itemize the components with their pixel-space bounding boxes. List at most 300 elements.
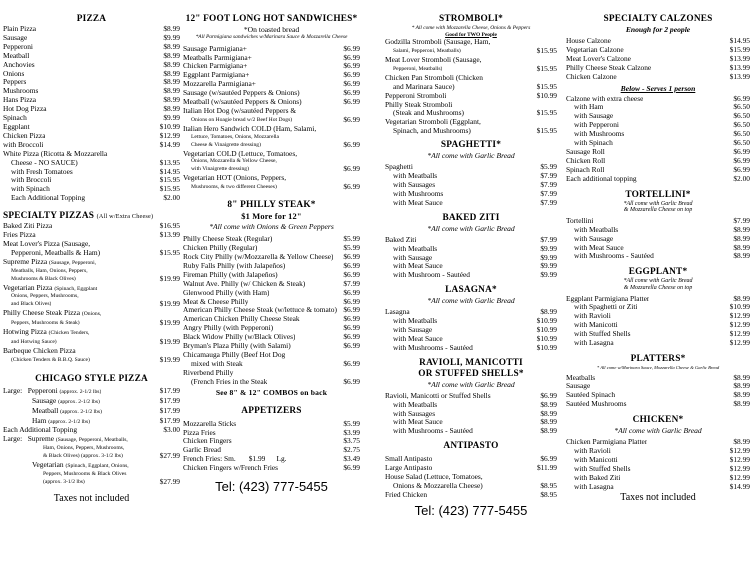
menu-item-price: $15.95 bbox=[536, 63, 557, 73]
section-note: Good for TWO People bbox=[445, 31, 497, 38]
menu-item-name: Pepperoni bbox=[3, 42, 33, 51]
menu-item-price: $9.99 bbox=[540, 261, 557, 271]
menu-item-name: with Meat Sauce bbox=[393, 198, 443, 207]
menu-item-name: Hans Pizza bbox=[3, 96, 37, 105]
menu-item-detail: Onions, Mozzarella & Yellow Cheese, bbox=[191, 158, 277, 165]
menu-item bbox=[385, 271, 557, 280]
menu-item-name: Sautéed Mushrooms bbox=[566, 400, 627, 409]
menu-item bbox=[566, 474, 750, 483]
menu-item-price: $8.99 bbox=[733, 381, 750, 391]
menu-item-price: $8.99 bbox=[163, 77, 180, 87]
menu-item-price: $6.99 bbox=[343, 114, 360, 124]
menu-item-price: $6.99 bbox=[343, 323, 360, 333]
menu-item-price: $8.95 bbox=[540, 489, 557, 499]
menu-item-name: with Pepperoni bbox=[574, 121, 619, 130]
menu-item bbox=[3, 387, 180, 397]
calzones-section bbox=[566, 14, 750, 184]
menu-item-name: Barbeque Chicken Pizza bbox=[3, 347, 76, 355]
menu-item bbox=[385, 491, 557, 500]
menu-item bbox=[566, 64, 750, 73]
menu-item-name: Eggplant Parmigiana Platter bbox=[566, 294, 650, 303]
menu-item-name: Meatball bbox=[3, 51, 30, 60]
specialty-section bbox=[3, 211, 180, 365]
menu-item-price: $8.99 bbox=[733, 242, 750, 252]
menu-item bbox=[566, 447, 750, 456]
menu-item bbox=[566, 55, 750, 64]
menu-item bbox=[385, 127, 557, 136]
menu-item-name: Cheese - NO SAUCE) bbox=[11, 158, 78, 167]
menu-item-price: $8.99 bbox=[733, 372, 750, 382]
section-title: BAKED ZITI bbox=[442, 212, 500, 223]
section-note: * All come w/Marinara Sauce, Mozzarella Cheese & Garlic Bread bbox=[596, 364, 720, 370]
menu-item-price: $6.99 bbox=[343, 305, 360, 315]
platters-section bbox=[566, 354, 750, 409]
menu-item-name: Ravioli, Manicotti or Stuffed Shells bbox=[385, 391, 491, 400]
menu-item-name: Sautéed Spinach bbox=[566, 391, 616, 400]
menu-item-detail: and Marinara Sauce) bbox=[393, 82, 455, 91]
menu-item bbox=[3, 478, 180, 487]
menu-item bbox=[183, 183, 360, 192]
menu-item-name: Meat & Cheese Philly bbox=[183, 297, 249, 306]
menu-item-price: $10.99 bbox=[159, 121, 180, 131]
menu-item-name: with Meat Sauce bbox=[574, 243, 624, 252]
menu-item-detail: Peppers, Mushrooms & Black Olives bbox=[43, 471, 127, 478]
menu-item-price: $7.99 bbox=[540, 234, 557, 244]
menu-item-price: $6.50 bbox=[733, 120, 750, 130]
menu-item-name: Onions bbox=[3, 69, 25, 78]
menu-item-price: $12.99 bbox=[159, 130, 180, 140]
menu-item bbox=[3, 78, 180, 87]
menu-item bbox=[183, 253, 360, 262]
menu-item-price: $5.99 bbox=[343, 243, 360, 253]
menu-item-price: $12.99 bbox=[729, 320, 750, 330]
menu-item bbox=[385, 47, 557, 56]
menu-item-price: $17.99 bbox=[159, 415, 180, 425]
menu-item-detail: (Sausage, Pepperoni, bbox=[48, 259, 97, 266]
menu-item-price: $8.99 bbox=[733, 437, 750, 447]
menu-item bbox=[385, 262, 557, 271]
menu-item-name: Meatballs Parmigiana+ bbox=[183, 53, 252, 62]
menu-item-price: $8.99 bbox=[163, 24, 180, 33]
menu-item bbox=[183, 289, 360, 298]
column-pasta bbox=[385, 0, 557, 580]
menu-item-detail: (Spinach, Eggplant bbox=[54, 285, 98, 292]
menu-item-detail: (Chicken Tenders, bbox=[48, 330, 90, 337]
menu-item-name: with Broccoli bbox=[11, 176, 52, 185]
section-note: *All come with Onions & Green Peppers bbox=[209, 222, 334, 232]
menu-item bbox=[3, 96, 180, 105]
section-title: RAVIOLI, MANICOTTI bbox=[419, 357, 523, 368]
menu-item-name: Meatball (w/sautéed Peppers & Onions) bbox=[183, 98, 302, 107]
menu-item-price: $6.99 bbox=[343, 70, 360, 80]
menu-item-price: $8.99 bbox=[163, 68, 180, 78]
menu-list bbox=[385, 455, 557, 473]
menu-item-price: $5.99 bbox=[343, 234, 360, 244]
section-title: PLATTERS* bbox=[630, 353, 686, 364]
menu-list bbox=[385, 236, 557, 281]
size-label: Large: bbox=[3, 435, 23, 444]
menu-item-price: $19.99 bbox=[159, 337, 180, 347]
menu-item bbox=[385, 392, 557, 401]
section-title: LASAGNA* bbox=[445, 285, 497, 296]
menu-item-name: Chicken Fingers bbox=[183, 437, 232, 446]
menu-item-name: Meatballs bbox=[566, 373, 596, 382]
menu-item-name: with Meat Sauce bbox=[393, 262, 443, 271]
menu-item-detail: (approx. 2-1/2 lbs) bbox=[48, 418, 91, 425]
menu-item-price: $2.00 bbox=[733, 173, 750, 183]
menu-item bbox=[3, 426, 180, 435]
menu-item-name: with Mushrooms bbox=[574, 130, 625, 139]
menu-item-name: with Mushrooms bbox=[393, 189, 444, 198]
menu-item-detail: Pepperoni, Meatballs) bbox=[393, 65, 443, 72]
menu-item bbox=[183, 280, 360, 289]
menu-item bbox=[385, 109, 557, 118]
menu-item-price: $9.99 bbox=[540, 270, 557, 280]
menu-item bbox=[183, 429, 360, 438]
menu-item bbox=[3, 70, 180, 79]
menu-item-price: $9.99 bbox=[540, 252, 557, 262]
menu-item-price: $6.99 bbox=[343, 79, 360, 89]
menu-item bbox=[3, 407, 180, 417]
menu-item bbox=[3, 417, 180, 427]
menu-item-detail: Onions, Peppers, Mushrooms, bbox=[11, 293, 79, 300]
menu-item bbox=[566, 382, 750, 391]
menu-item-price: $17.99 bbox=[159, 395, 180, 405]
menu-item-name: with Meatballs bbox=[393, 317, 438, 326]
menu-item-price: $8.99 bbox=[540, 417, 557, 427]
menu-item-price: $12.99 bbox=[729, 338, 750, 348]
menu-item bbox=[183, 80, 360, 89]
menu-item-name: with Sausage bbox=[574, 234, 614, 243]
section-title-text: SPECIALTY PIZZAS bbox=[3, 211, 95, 222]
menu-item-detail: Onions & Mozzarella Cheese) bbox=[393, 482, 483, 490]
menu-item bbox=[183, 244, 360, 253]
menu-item-price: $8.99 bbox=[733, 233, 750, 243]
menu-item-price: $5.99 bbox=[540, 162, 557, 172]
menu-item-price: $6.99 bbox=[343, 182, 360, 192]
menu-item-name: with Ravioli bbox=[574, 447, 611, 456]
menu-item bbox=[385, 317, 557, 326]
menu-item-name: Meatball bbox=[32, 406, 59, 415]
subs-section bbox=[183, 14, 360, 192]
menu-item-name: Peppers bbox=[3, 78, 27, 87]
menu-item bbox=[566, 226, 750, 235]
menu-item-name: Fireman Philly (with Jalapeños) bbox=[183, 270, 278, 279]
menu-item bbox=[566, 37, 750, 46]
menu-item bbox=[183, 71, 360, 80]
section-title-note: (All w/Extra Cheese) bbox=[96, 213, 154, 221]
menu-item-price: $8.99 bbox=[163, 86, 180, 96]
menu-item-detail: (approx. 2-1/2 lbs) bbox=[59, 388, 102, 395]
menu-item-price: $8.99 bbox=[733, 399, 750, 409]
menu-item bbox=[3, 25, 180, 34]
menu-item bbox=[183, 315, 360, 324]
menu-item-name: Italian Hero Sandwich COLD (Ham, Salami, bbox=[183, 124, 317, 133]
menu-item-name-text: Supreme bbox=[27, 435, 54, 444]
menu-item-name: Spinach Roll bbox=[566, 165, 605, 174]
menu-item bbox=[183, 342, 360, 351]
menu-item-price: $8.99 bbox=[733, 251, 750, 261]
menu-item-name: Vegetarian COLD (Lettuce, Tomatoes, bbox=[183, 149, 298, 158]
menu-item-price: $8.99 bbox=[163, 50, 180, 60]
menu-item-price: $8.99 bbox=[540, 307, 557, 317]
menu-item bbox=[3, 52, 180, 61]
menu-item-price: $12.99 bbox=[729, 463, 750, 473]
menu-item-name: French Fries: Sm. bbox=[183, 455, 236, 464]
menu-item-name: Philly Cheese Steak Calzone bbox=[566, 63, 652, 72]
section-title: OR STUFFED SHELLS* bbox=[418, 368, 524, 379]
section-subtitle: *All come with Garlic Bread bbox=[427, 379, 515, 389]
menu-item-name: with Sausage bbox=[393, 253, 433, 262]
menu-item-name: Anchovies bbox=[3, 60, 35, 69]
menu-item-price: $13.99 bbox=[729, 71, 750, 81]
menu-item bbox=[3, 338, 180, 347]
menu-item bbox=[3, 176, 180, 185]
menu-item-name: Mushrooms bbox=[3, 87, 39, 96]
menu-item bbox=[566, 244, 750, 253]
menu-item-price: $8.95 bbox=[540, 481, 557, 490]
menu-item-price: $17.99 bbox=[159, 405, 180, 415]
menu-item-detail: Mushrooms & Black Olives) bbox=[11, 275, 76, 282]
menu-item-price: $2.75 bbox=[343, 445, 360, 455]
menu-item-detail: Meatballs, Ham, Onions, Peppers, bbox=[11, 267, 88, 274]
menu-item-name: with Sausage bbox=[393, 326, 433, 335]
section-title: 8" PHILLY STEAK* bbox=[227, 200, 316, 211]
menu-item-name: Vegetarian Stromboli (Eggplant, bbox=[385, 118, 481, 127]
menu-item-price: $19.99 bbox=[159, 318, 180, 328]
menu-item bbox=[566, 391, 750, 400]
menu-item bbox=[3, 87, 180, 96]
menu-item-price: $6.99 bbox=[343, 376, 360, 386]
menu-item-price: $5.99 bbox=[343, 418, 360, 428]
menu-item-price: $6.99 bbox=[343, 314, 360, 324]
chicago-section bbox=[3, 374, 180, 504]
menu-item-price: $9.99 bbox=[163, 113, 180, 123]
menu-item bbox=[3, 132, 180, 141]
menu-item-name: Mozzarella Parmigiana+ bbox=[183, 80, 256, 89]
menu-item-name: Pizza Fries bbox=[183, 428, 216, 437]
menu-item-name: with Lasagna bbox=[574, 339, 614, 348]
menu-item-name: Chicken Parmigiana+ bbox=[183, 62, 248, 71]
menu-item-name: Tortellini bbox=[566, 216, 594, 225]
menu-item-name: Plain Pizza bbox=[3, 25, 37, 33]
menu-item-name bbox=[3, 284, 180, 294]
taxes-note: Taxes not included bbox=[620, 491, 696, 503]
section-title: STROMBOLI* bbox=[439, 14, 503, 24]
menu-item-name-text: Supreme Pizza bbox=[3, 257, 48, 266]
menu-item bbox=[183, 360, 360, 369]
menu-item-name: with Meatballs bbox=[393, 244, 438, 253]
menu-item-name: Chicken Fingers w/French Fries bbox=[183, 464, 279, 473]
menu-item bbox=[566, 166, 750, 175]
menu-item-name: with Mushrooms - Sautéed bbox=[574, 252, 654, 261]
menu-list bbox=[183, 45, 360, 107]
menu-item-name: with Mushrooms - Sautéed bbox=[393, 343, 473, 352]
menu-item bbox=[566, 73, 750, 82]
menu-item bbox=[566, 139, 750, 148]
menu-item-name: Baked Ziti Pizza bbox=[3, 222, 53, 231]
menu-item-price: $13.99 bbox=[729, 53, 750, 63]
menu-item-name: Walnut Ave. Philly (w/ Chicken & Steak) bbox=[183, 279, 306, 288]
menu-list bbox=[566, 438, 750, 491]
menu-item-price: $9.99 bbox=[540, 243, 557, 253]
menu-item-price: $10.99 bbox=[536, 342, 557, 352]
ziti-section bbox=[385, 213, 557, 281]
chicken-section bbox=[566, 415, 750, 502]
menu-item-price: $6.99 bbox=[733, 164, 750, 174]
menu-item-price: $6.99 bbox=[540, 454, 557, 464]
menu-item-name: Ruby Falls Philly (with Jalapeños) bbox=[183, 261, 286, 270]
menu-item bbox=[566, 157, 750, 166]
section-title: ANTIPASTO bbox=[443, 441, 499, 452]
menu-item-name: Rock City Philly (w/Mozzarella & Yellow Cheese) bbox=[183, 253, 334, 261]
menu-list bbox=[566, 217, 750, 262]
menu-item-price: $7.99 bbox=[540, 188, 557, 198]
menu-item-name: Chicken Calzone bbox=[566, 72, 617, 81]
menu-item-price: $14.99 bbox=[729, 481, 750, 491]
menu-item bbox=[566, 456, 750, 465]
menu-item bbox=[385, 427, 557, 436]
section-subtitle: Enough for 2 people bbox=[625, 25, 691, 34]
column-sandwiches bbox=[183, 0, 360, 580]
menu-item bbox=[385, 92, 557, 101]
menu-item-price: $8.99 bbox=[163, 95, 180, 105]
combos-note: See 8" & 12" COMBOS on back bbox=[215, 387, 328, 397]
menu-item bbox=[566, 339, 750, 348]
menu-item-name-text: Vegetarian Pizza bbox=[3, 283, 53, 292]
menu-item bbox=[183, 116, 360, 125]
ravioli-section bbox=[385, 358, 557, 437]
menu-item bbox=[566, 374, 750, 383]
menu-item bbox=[566, 252, 750, 261]
menu-item-price: $14.95 bbox=[159, 166, 180, 176]
menu-item-price: $6.99 bbox=[540, 390, 557, 400]
menu-item-price: $19.99 bbox=[159, 273, 180, 283]
menu-item bbox=[385, 418, 557, 427]
menu-item-price: $6.99 bbox=[343, 52, 360, 62]
menu-item-price: $9.99 bbox=[163, 32, 180, 42]
menu-item bbox=[385, 65, 557, 74]
menu-item-price: $6.99 bbox=[343, 43, 360, 53]
menu-item-detail: Ham, Onions, Peppers, Mushrooms, bbox=[43, 445, 125, 452]
tortellini-section bbox=[566, 190, 750, 262]
menu-item-price: $15.95 bbox=[536, 108, 557, 118]
menu-item-detail: Lettuce, Tomatoes, Onions, Mozzarella bbox=[191, 133, 280, 140]
menu-list bbox=[183, 235, 360, 351]
menu-item-name: with Manicotti bbox=[574, 321, 618, 330]
menu-item-name: Riverbend Philly bbox=[183, 368, 234, 377]
menu-item bbox=[566, 235, 750, 244]
menu-item-price: $8.99 bbox=[163, 104, 180, 114]
menu-item bbox=[183, 45, 360, 54]
taxes-note: Taxes not included bbox=[53, 492, 130, 504]
menu-item-price: $15.95 bbox=[159, 175, 180, 185]
menu-item-name: with Spinach bbox=[574, 139, 613, 148]
menu-item-name: Large Antipasto bbox=[385, 464, 433, 473]
menu-item-price: $6.50 bbox=[733, 111, 750, 121]
menu-item bbox=[3, 43, 180, 52]
menu-item-price: $12.99 bbox=[729, 446, 750, 456]
menu-item bbox=[183, 378, 360, 387]
menu-item-name: Sausage (w/sautéed Peppers & Onions) bbox=[183, 89, 300, 98]
menu-item bbox=[385, 163, 557, 172]
menu-item-price: $14.95 bbox=[729, 36, 750, 45]
menu-item bbox=[183, 89, 360, 98]
menu-item-name: Angry Philly (with Pepperoni) bbox=[183, 324, 274, 333]
menu-item-name: Chicken Pizza bbox=[3, 131, 46, 140]
section-subtitle: *All come with Garlic Bread bbox=[427, 223, 515, 233]
menu-item-name: Sausage bbox=[3, 33, 28, 42]
menu-item-name: Spaghetti bbox=[385, 163, 413, 172]
menu-item-name: White Pizza (Ricotta & Mozzarella bbox=[3, 149, 108, 158]
menu-item bbox=[566, 483, 750, 492]
menu-list bbox=[183, 420, 360, 456]
menu-item-detail: (Spinach, Eggplant, Onions, bbox=[65, 463, 129, 470]
section-subtitle: & Mozzarella Cheese on top bbox=[623, 207, 693, 214]
menu-item bbox=[385, 199, 557, 208]
menu-item bbox=[3, 356, 180, 365]
menu-item-price: $13.99 bbox=[729, 62, 750, 72]
menu-item bbox=[3, 61, 180, 70]
section-title: CHICAGO STYLE PIZZA bbox=[35, 373, 148, 384]
menu-item bbox=[3, 168, 180, 177]
menu-item bbox=[566, 148, 750, 157]
menu-item bbox=[566, 295, 750, 304]
menu-item-detail: mixed with Steak bbox=[191, 359, 243, 368]
menu-item-price: $19.99 bbox=[159, 299, 180, 309]
menu-item-name: Lasagna bbox=[385, 308, 410, 317]
menu-item-name: with Ham bbox=[574, 103, 604, 112]
menu-item-name: with Sausages bbox=[393, 180, 436, 189]
menu-item-name bbox=[3, 461, 180, 471]
menu-item-name: Baked Ziti bbox=[385, 235, 417, 244]
section-subtitle: *All come with Garlic Bread bbox=[623, 278, 693, 285]
menu-item-price: $6.99 bbox=[343, 358, 360, 368]
menu-item-name: Spinach bbox=[3, 114, 27, 123]
menu-item-detail: & Black Olives) (approx. 3-1/2 lbs) bbox=[43, 453, 123, 460]
menu-item-name: Italian Hot Dog (w/sautéed Peppers & bbox=[183, 106, 297, 115]
menu-item-price: $12.99 bbox=[729, 329, 750, 339]
menu-item bbox=[566, 321, 750, 330]
menu-item bbox=[183, 98, 360, 107]
menu-item-price: $15.95 bbox=[159, 247, 180, 257]
menu-item-name: Bryman's Plaza Philly (with Salami) bbox=[183, 342, 291, 351]
section-subtitle: *All come with Garlic Bread bbox=[623, 200, 693, 207]
menu-item bbox=[385, 190, 557, 199]
menu-item-price: $16.95 bbox=[159, 221, 180, 231]
menu-item bbox=[183, 420, 360, 429]
menu-item bbox=[183, 271, 360, 280]
menu-item-name: Eggplant Parmigiana+ bbox=[183, 71, 250, 80]
menu-item-price: $6.99 bbox=[343, 88, 360, 98]
menu-item-detail: (Steak and Mushrooms) bbox=[393, 109, 465, 118]
section-title bbox=[3, 211, 180, 222]
menu-item-price: $14.99 bbox=[159, 139, 180, 149]
menu-item-price: $6.99 bbox=[343, 139, 360, 149]
menu-item-price: $10.99 bbox=[536, 90, 557, 100]
menu-item bbox=[183, 455, 360, 464]
menu-item-name: with Manicotti bbox=[574, 455, 618, 464]
menu-item-name: Sausage Parmigiana+ bbox=[183, 44, 247, 53]
menu-item-name: Godzilla Stromboli (Sausage, Ham, bbox=[385, 38, 491, 47]
menu-item-price: $17.99 bbox=[159, 385, 180, 395]
menu-item-price: $10.99 bbox=[536, 316, 557, 326]
menu-item-name: Vegetarian Calzone bbox=[566, 45, 624, 54]
menu-list bbox=[566, 37, 750, 82]
menu-item bbox=[183, 165, 360, 174]
menu-item-name: Vegetarian HOT (Onions, Peppers, bbox=[183, 174, 287, 183]
menu-item bbox=[566, 312, 750, 321]
